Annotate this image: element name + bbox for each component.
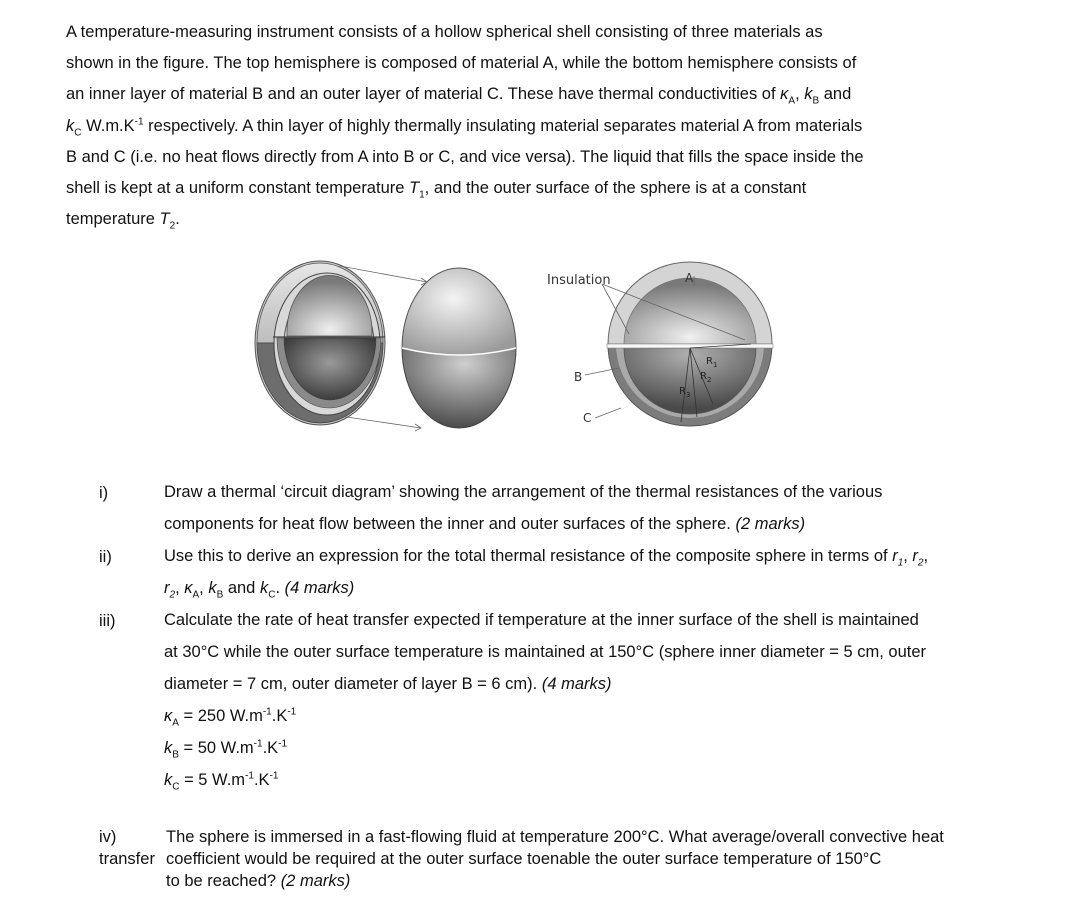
kB-value: $k_B = 50$ $W.m^{-1}.K^{-1}$	[164, 738, 288, 761]
label-A: A	[685, 271, 694, 285]
q1-text: Draw a thermal ‘circuit diagram’ showing the arrangement of the thermal resistances of the various components for heat flow between the inner and outer surfaces of the sphere. (2 marks)	[164, 483, 883, 533]
intro-line-3: an inner layer of material B and an outer layer of material C. These have thermal conductivities of $\kappa_A$, $k_B$ and	[66, 85, 852, 107]
intro-line-1: A temperature-measuring instrument consists of a hollow spherical shell consisting of three materials as	[66, 23, 823, 41]
sphere-diagram	[245, 258, 785, 440]
kA-value: $\kappa_A = 250$ $W.m^{-1}.K^{-1}$	[164, 706, 297, 729]
sphere-figure	[245, 258, 785, 440]
intro-line-2: shown in the figure. The top hemisphere is composed of material A, while the bottom hemisphere consists of	[66, 54, 857, 73]
label-R3: $R_3$	[679, 386, 691, 399]
q4-number: iv)	[99, 828, 117, 846]
intro-line-6: shell is kept at a uniform constant temperature $T_1$, and the outer surface of the sphere is at a constant	[66, 179, 807, 201]
label-insulation: Insulation	[547, 273, 611, 288]
intro-line-5: B and C (i.e. no heat flows directly from A into B or C, and vice versa). The liquid that fills the space inside the	[66, 147, 864, 166]
kC-value: $k_C = 5$ $W.m^{-1}.K^{-1}$	[164, 770, 279, 793]
q3-text: Calculate the rate of heat transfer expected if temperature at the inner surface of the shell is maintained at 30°C while the outer surface temperature is maintained at 150°C (sphere inner diameter = 5 cm, outer diameter = 7 cm, outer diameter of layer B = 6 cm). (4 marks) $\kappa_A = 250$ $W.m^{-1}.K^{-1}$ $k_B = 50$ $W.m^{-1}.K^{-1}$ $k_C = 5$ $W.m^{-1}.K^{-1}$	[164, 604, 1044, 796]
label-R1: $R_1$	[706, 356, 718, 369]
intro-line-4: $k_C$ $W.m.K^{-1}$ respectively. A thin layer of highly thermally insulating material separates material A from materials	[66, 116, 863, 138]
cross-section	[585, 262, 773, 426]
closed-sphere-middle	[402, 268, 516, 428]
label-R2: $R_2$	[700, 371, 712, 384]
label-C: C	[583, 411, 592, 425]
opened-shell-left	[255, 261, 385, 425]
q4-block: iv) The sphere is immersed in a fast-flowing fluid at temperature 200°C. What average/overall convective heat transfer coefficient would be required at the outer surface toenable the outer surface temperature of 150°C to be reached? (2 marks)	[99, 828, 944, 890]
q1-number: i)	[99, 484, 109, 502]
q2-number: ii)	[99, 548, 112, 566]
intro-paragraph	[66, 17, 966, 235]
q2-text: Use this to derive an expression for the total thermal resistance of the composite sphere in terms of $r_1$, $r_2$, $r_2$, $\kappa_A$, $k_B$ and $k_C$. (4 marks)	[164, 547, 929, 601]
intro-line-7: temperature $T_2$.	[66, 210, 180, 232]
label-B: B	[574, 370, 583, 384]
q3-number: iii)	[99, 612, 116, 630]
